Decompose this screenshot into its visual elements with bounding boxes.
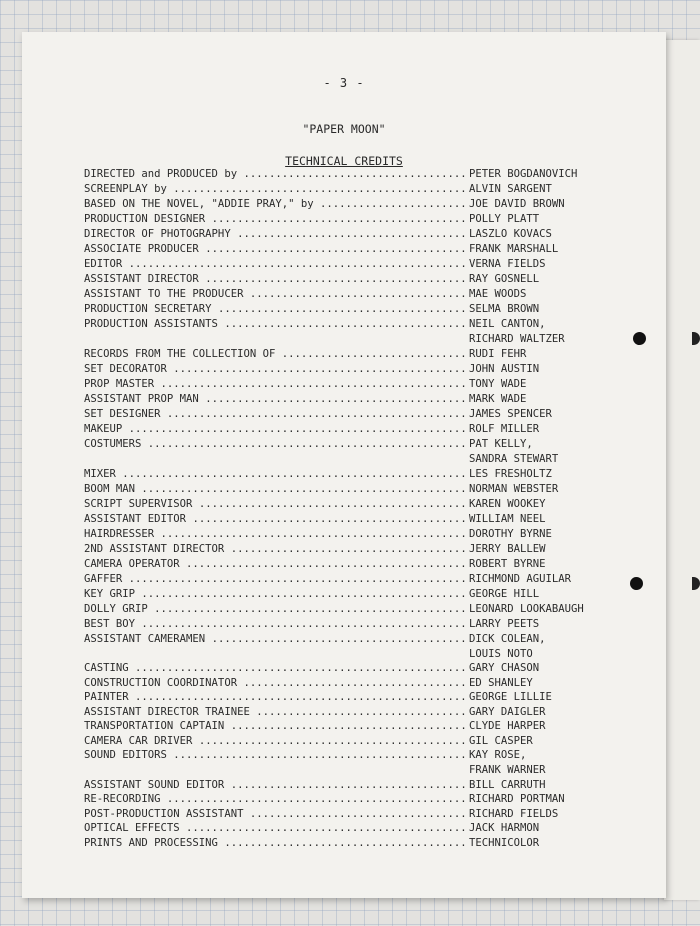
film-title: "PAPER MOON": [302, 122, 386, 136]
credit-role: ASSISTANT PROP MAN .....: [84, 392, 469, 407]
credit-name: LOUIS NOTO: [469, 648, 533, 660]
credit-name: LASZLO KOVACS: [469, 228, 552, 240]
credit-row: [84, 362, 644, 377]
credit-role: PRODUCTION ASSISTANTS .....: [84, 317, 469, 332]
credit-name: GARY DAIGLER: [469, 706, 546, 718]
credit-row: [84, 302, 644, 317]
credit-row: [84, 452, 644, 467]
credit-name: VERNA FIELDS: [469, 258, 546, 270]
credit-row: [84, 287, 644, 302]
credit-name: ROLF MILLER: [469, 423, 540, 435]
credit-role: ASSISTANT DIRECTOR TRAINEE .....: [84, 705, 469, 720]
credit-name: RICHARD PORTMAN: [469, 793, 565, 805]
credit-row: [84, 242, 644, 257]
credit-row: [84, 422, 644, 437]
credit-row: [84, 467, 644, 482]
credit-row: [84, 734, 644, 749]
credit-row: [84, 527, 644, 542]
credit-name: LES FRESHOLTZ: [469, 468, 552, 480]
credit-name: CLYDE HARPER: [469, 720, 546, 732]
credit-role: PRODUCTION DESIGNER .....: [84, 212, 469, 227]
credit-name: NORMAN WEBSTER: [469, 483, 559, 495]
credit-role: ASSISTANT DIRECTOR .....: [84, 272, 469, 287]
credit-row: [84, 197, 644, 212]
credit-row: [84, 257, 644, 272]
credit-name: GIL CASPER: [469, 735, 533, 747]
credit-name: MAE WOODS: [469, 288, 527, 300]
credit-name: PETER BOGDANOVICH: [469, 168, 578, 180]
credit-name: KAY ROSE,: [469, 749, 527, 761]
credit-row: [84, 272, 644, 287]
credit-row: [84, 690, 644, 705]
credit-name: TECHNICOLOR: [469, 837, 540, 849]
credit-row: [84, 632, 644, 647]
credit-role: SCRIPT SUPERVISOR .....: [84, 497, 469, 512]
credit-row: [84, 647, 644, 662]
punch-hole: [692, 577, 700, 590]
credit-row: [84, 347, 644, 362]
credit-name: JOHN AUSTIN: [469, 363, 540, 375]
credit-role: OPTICAL EFFECTS .....: [84, 821, 469, 836]
credit-row: [84, 763, 644, 778]
credit-role: GAFFER .....: [84, 572, 469, 587]
credit-role: TRANSPORTATION CAPTAIN .....: [84, 719, 469, 734]
credit-role: DIRECTED and PRODUCED by .....: [84, 167, 469, 182]
credit-row: [84, 836, 644, 851]
credit-name: GARY CHASON: [469, 662, 540, 674]
credit-name: LEONARD LOOKABAUGH: [469, 603, 584, 615]
credit-role: CAMERA OPERATOR .....: [84, 557, 469, 572]
credit-name: RUDI FEHR: [469, 348, 527, 360]
punch-hole: [692, 332, 700, 345]
credit-name: ALVIN SARGENT: [469, 183, 552, 195]
credit-row: [84, 617, 644, 632]
page-number: - 3 -: [323, 76, 365, 90]
credit-role: BOOM MAN .....: [84, 482, 469, 497]
credit-role: DOLLY GRIP .....: [84, 602, 469, 617]
credit-role: SET DESIGNER .....: [84, 407, 469, 422]
credit-role: SET DECORATOR .....: [84, 362, 469, 377]
credit-role: ASSISTANT SOUND EDITOR .....: [84, 778, 469, 793]
credit-role: SCREENPLAY by .....: [84, 182, 469, 197]
credit-row: [84, 392, 644, 407]
credit-role: PRODUCTION SECRETARY .....: [84, 302, 469, 317]
credit-row: [84, 719, 644, 734]
credit-row: [84, 821, 644, 836]
credit-row: [84, 317, 644, 332]
credit-role: ASSISTANT EDITOR .....: [84, 512, 469, 527]
credit-name: JOE DAVID BROWN: [469, 198, 565, 210]
credit-role: COSTUMERS .....: [84, 437, 469, 452]
credit-name: DOROTHY BYRNE: [469, 528, 552, 540]
credit-role: ASSISTANT TO THE PRODUCER .....: [84, 287, 469, 302]
credit-role: BEST BOY .....: [84, 617, 469, 632]
credit-name: DICK COLEAN,: [469, 633, 546, 645]
credit-name: TONY WADE: [469, 378, 527, 390]
credit-role: KEY GRIP .....: [84, 587, 469, 602]
credit-role: CASTING .....: [84, 661, 469, 676]
credit-role: PROP MASTER .....: [84, 377, 469, 392]
credit-role: SOUND EDITORS .....: [84, 748, 469, 763]
credit-name: JERRY BALLEW: [469, 543, 546, 555]
credit-role: CAMERA CAR DRIVER .....: [84, 734, 469, 749]
credit-name: PAT KELLY,: [469, 438, 533, 450]
credit-role: HAIRDRESSER .....: [84, 527, 469, 542]
credit-role: RE-RECORDING .....: [84, 792, 469, 807]
credit-row: [84, 602, 644, 617]
credit-role: MIXER .....: [84, 467, 469, 482]
credit-role: ASSOCIATE PRODUCER .....: [84, 242, 469, 257]
credit-role: CONSTRUCTION COORDINATOR .....: [84, 676, 469, 691]
credit-name: GEORGE LILLIE: [469, 691, 552, 703]
credit-row: [84, 661, 644, 676]
credit-role: PAINTER .....: [84, 690, 469, 705]
document-page: [22, 32, 666, 898]
credit-name: NEIL CANTON,: [469, 318, 546, 330]
credit-role: MAKEUP .....: [84, 422, 469, 437]
credit-row: [84, 182, 644, 197]
credit-role: BASED ON THE NOVEL, "ADDIE PRAY," by .....: [84, 197, 469, 212]
credit-name: KAREN WOOKEY: [469, 498, 546, 510]
credit-row: [84, 542, 644, 557]
credit-row: [84, 407, 644, 422]
credit-row: [84, 212, 644, 227]
credit-name: RAY GOSNELL: [469, 273, 540, 285]
credit-row: [84, 705, 644, 720]
credit-row: [84, 482, 644, 497]
credit-name: WILLIAM NEEL: [469, 513, 546, 525]
credit-row: [84, 227, 644, 242]
credit-name: RICHMOND AGUILAR: [469, 573, 572, 585]
credit-name: SELMA BROWN: [469, 303, 540, 315]
credit-name: JACK HARMON: [469, 822, 540, 834]
next-page-edge: [664, 40, 700, 900]
credit-row: [84, 792, 644, 807]
credit-role: 2ND ASSISTANT DIRECTOR .....: [84, 542, 469, 557]
credit-row: [84, 332, 644, 347]
credit-name: MARK WADE: [469, 393, 527, 405]
credit-name: FRANK WARNER: [469, 764, 546, 776]
credit-row: [84, 512, 644, 527]
credit-name: JAMES SPENCER: [469, 408, 552, 420]
credit-row: [84, 437, 644, 452]
section-heading-text: TECHNICAL CREDITS: [285, 154, 403, 168]
credit-role: DIRECTOR OF PHOTOGRAPHY .....: [84, 227, 469, 242]
credit-role: RECORDS FROM THE COLLECTION OF .....: [84, 347, 469, 362]
credit-row: [84, 167, 644, 182]
credit-row: [84, 807, 644, 822]
credit-name: BILL CARRUTH: [469, 779, 546, 791]
credit-role: EDITOR .....: [84, 257, 469, 272]
credit-row: [84, 587, 644, 602]
credit-row: [84, 497, 644, 512]
credit-name: GEORGE HILL: [469, 588, 540, 600]
credit-row: [84, 557, 644, 572]
credit-row: [84, 676, 644, 691]
credit-name: POLLY PLATT: [469, 213, 540, 225]
credit-row: [84, 377, 644, 392]
credit-row: [84, 748, 644, 763]
credit-role: POST-PRODUCTION ASSISTANT .....: [84, 807, 469, 822]
credit-row: [84, 572, 644, 587]
credit-name: LARRY PEETS: [469, 618, 540, 630]
credit-name: ED SHANLEY: [469, 677, 533, 689]
credit-name: RICHARD WALTZER: [469, 333, 565, 345]
credit-role: PRINTS AND PROCESSING .....: [84, 836, 469, 851]
credit-row: [84, 778, 644, 793]
credit-name: FRANK MARSHALL: [469, 243, 559, 255]
credit-name: SANDRA STEWART: [469, 453, 559, 465]
credit-role: ASSISTANT CAMERAMEN .....: [84, 632, 469, 647]
credit-name: ROBERT BYRNE: [469, 558, 546, 570]
credit-name: RICHARD FIELDS: [469, 808, 559, 820]
